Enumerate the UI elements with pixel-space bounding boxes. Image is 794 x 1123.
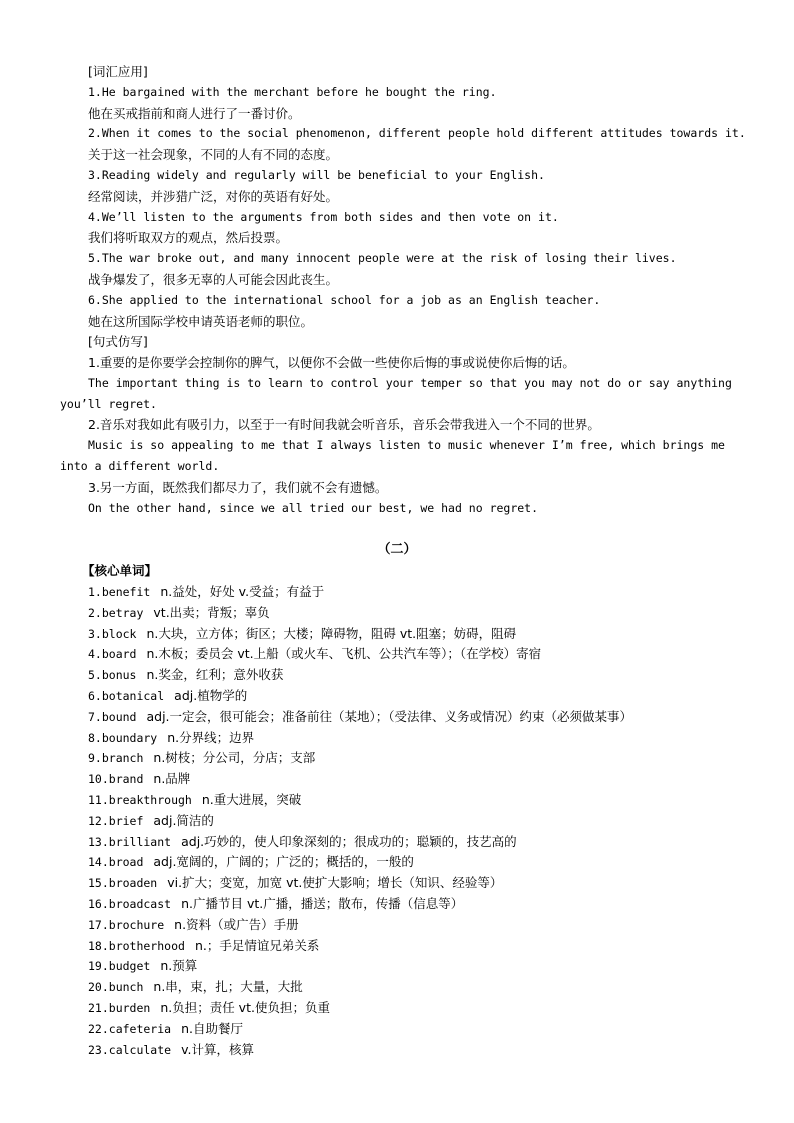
word-definition: adj.植物学的 xyxy=(174,688,248,703)
word-definition: v.计算，核算 xyxy=(181,1041,254,1057)
word-definition: n.串，束，扎；大量，大批 xyxy=(153,979,303,995)
vocab-sentence-en: 1.He bargained with the merchant before he bought the ring. xyxy=(88,85,497,99)
vocab-sentence-en: 3.Reading widely and regularly will be beneficial to your English. xyxy=(88,168,545,182)
word-term: 20.bunch xyxy=(88,980,144,995)
word-definition: n.树枝；分公司，分店；支部 xyxy=(153,750,316,766)
word-term: 8.boundary xyxy=(88,730,158,745)
core-words-header: 【核心单词】 xyxy=(82,563,158,578)
word-entry xyxy=(88,872,502,893)
word-entry xyxy=(88,914,299,935)
vocab-sentence-cn: 他在买戒指前和商人进行了一番讨价。 xyxy=(88,106,301,121)
word-definition: n.资料（或广告）手册 xyxy=(174,916,299,932)
word-term: 22.cafeteria xyxy=(88,1021,172,1036)
word-entry xyxy=(88,623,516,644)
word-term: 13.brilliant xyxy=(88,834,172,849)
word-definition: n.广播节目 vt.广播，播送；散布，传播（信息等） xyxy=(181,896,464,911)
word-entry xyxy=(88,893,463,914)
section-title: （二） xyxy=(377,542,417,557)
word-definition: n.重大进展，突破 xyxy=(201,792,302,807)
word-entry xyxy=(88,935,319,956)
word-term: 21.burden xyxy=(88,1001,151,1015)
word-term: 1.benefit xyxy=(88,585,151,599)
word-definition: n.木板；委员会 vt.上船（或火车、飞机、公共汽车等）；（在学校）寄宿 xyxy=(146,646,542,662)
word-entry xyxy=(88,997,330,1018)
vocab-sentence-cn: 关于这一社会现象，不同的人有不同的态度。 xyxy=(88,147,339,162)
vocab-sentence-en: 4.We’ll listen to the arguments from both sides and then vote on it. xyxy=(88,210,559,224)
word-definition: n.分界线；边界 xyxy=(167,729,255,745)
word-entry xyxy=(88,747,315,768)
word-term: 5.bonus xyxy=(88,668,137,683)
word-entry xyxy=(88,581,324,602)
pattern-sentence-cn: 2.音乐对我如此有吸引力，以至于一有时间我就会听音乐，音乐会带我进入一个不同的世界。 xyxy=(88,417,600,432)
pattern-sentence-cn: 1.重要的是你要学会控制你的脾气，以便你不会做一些使你后悔的事或说使你后悔的话。 xyxy=(88,355,575,370)
word-entry xyxy=(88,685,247,706)
word-entry xyxy=(88,1018,243,1039)
word-term: 14.broad xyxy=(88,855,144,870)
vocab-sentence-en: 6.She applied to the international school for a job as an English teacher. xyxy=(88,293,601,307)
word-definition: n.自助餐厅 xyxy=(181,1020,243,1036)
vocab-application-header: [词汇应用] xyxy=(88,64,148,79)
vocab-sentence-cn: 战争爆发了，很多无辜的人可能会因此丧生。 xyxy=(88,272,339,287)
word-term: 18.brotherhood xyxy=(88,938,185,953)
word-definition: adj.巧妙的，使人印象深刻的；很成功的；聪颖的，技艺高的 xyxy=(181,833,517,849)
word-term: 6.botanical xyxy=(88,689,165,703)
word-term: 17.brochure xyxy=(88,917,165,932)
word-entry xyxy=(88,706,632,727)
word-entry xyxy=(88,976,303,997)
word-term: 4.board xyxy=(88,647,137,662)
word-term: 15.broaden xyxy=(88,876,158,891)
word-definition: adj.简洁的 xyxy=(153,812,214,828)
word-entry xyxy=(88,955,197,976)
word-term: 2.betray xyxy=(88,605,144,620)
word-definition: vi.扩大；变宽，加宽 vt.使扩大影响；增长（知识、经验等） xyxy=(167,875,503,891)
pattern-sentence-en: The important thing is to learn to control your temper so that you may not do or say anything xyxy=(88,376,732,390)
word-term: 16.broadcast xyxy=(88,897,172,911)
pattern-sentence-en-continued: you’ll regret. xyxy=(60,397,157,411)
vocab-sentence-en: 2.When it comes to the social phenomenon, different people hold different attitudes towards it. xyxy=(88,126,746,140)
word-term: 19.budget xyxy=(88,959,151,974)
word-term: 9.branch xyxy=(88,751,144,766)
word-definition: n.益处，好处 v.受益；有益于 xyxy=(160,584,325,599)
vocab-sentence-cn: 经常阅读，并涉猎广泛，对你的英语有好处。 xyxy=(88,189,339,204)
word-entry xyxy=(88,768,190,789)
word-definition: n.品牌 xyxy=(153,771,191,787)
word-entry xyxy=(88,851,414,872)
word-definition: adj.一定会，很可能会；准备前往（某地）；（受法律、义务或情况）约束（必须做某事） xyxy=(146,708,633,724)
word-definition: n.；手足情谊兄弟关系 xyxy=(194,937,320,953)
word-entry xyxy=(88,1039,254,1060)
word-term: 23.calculate xyxy=(88,1042,172,1057)
word-term: 7.bound xyxy=(88,709,137,724)
word-term: 3.block xyxy=(88,626,137,641)
word-entry xyxy=(88,727,254,748)
word-definition: n.预算 xyxy=(160,958,198,974)
word-entry xyxy=(88,602,270,623)
word-entry xyxy=(88,789,301,810)
vocab-sentence-en: 5.The war broke out, and many innocent people were at the risk of losing their lives. xyxy=(88,251,677,265)
pattern-imitation-header: [句式仿写] xyxy=(88,334,148,349)
pattern-sentence-en-continued: into a different world. xyxy=(60,459,220,473)
word-definition: vt.出卖；背叛；辜负 xyxy=(153,604,270,620)
word-term: 11.breakthrough xyxy=(88,793,192,807)
word-entry xyxy=(88,643,541,664)
word-definition: n.奖金，红利；意外收获 xyxy=(146,667,284,683)
word-entry xyxy=(88,810,214,831)
vocab-sentence-cn: 我们将听取双方的观点，然后投票。 xyxy=(88,230,289,245)
word-definition: adj.宽阔的，广阔的；广泛的；概括的，一般的 xyxy=(153,854,414,870)
word-term: 12.brief xyxy=(88,813,144,828)
vocab-sentence-cn: 她在这所国际学校申请英语老师的职位。 xyxy=(88,314,314,329)
word-entry xyxy=(88,664,283,685)
pattern-sentence-en: Music is so appealing to me that I always listen to music whenever I’m free, which brings me xyxy=(88,438,725,452)
word-term: 10.brand xyxy=(88,772,144,787)
pattern-sentence-en: On the other hand, since we all tried our best, we had no regret. xyxy=(88,501,539,515)
word-entry xyxy=(88,831,517,852)
word-definition: n.负担；责任 vt.使负担；负重 xyxy=(160,1000,330,1015)
pattern-sentence-cn: 3.另一方面，既然我们都尽力了，我们就不会有遗憾。 xyxy=(88,480,388,495)
word-definition: n.大块，立方体；街区；大楼；障碍物，阻碍 vt.阻塞；妨碍，阻碍 xyxy=(146,625,517,641)
